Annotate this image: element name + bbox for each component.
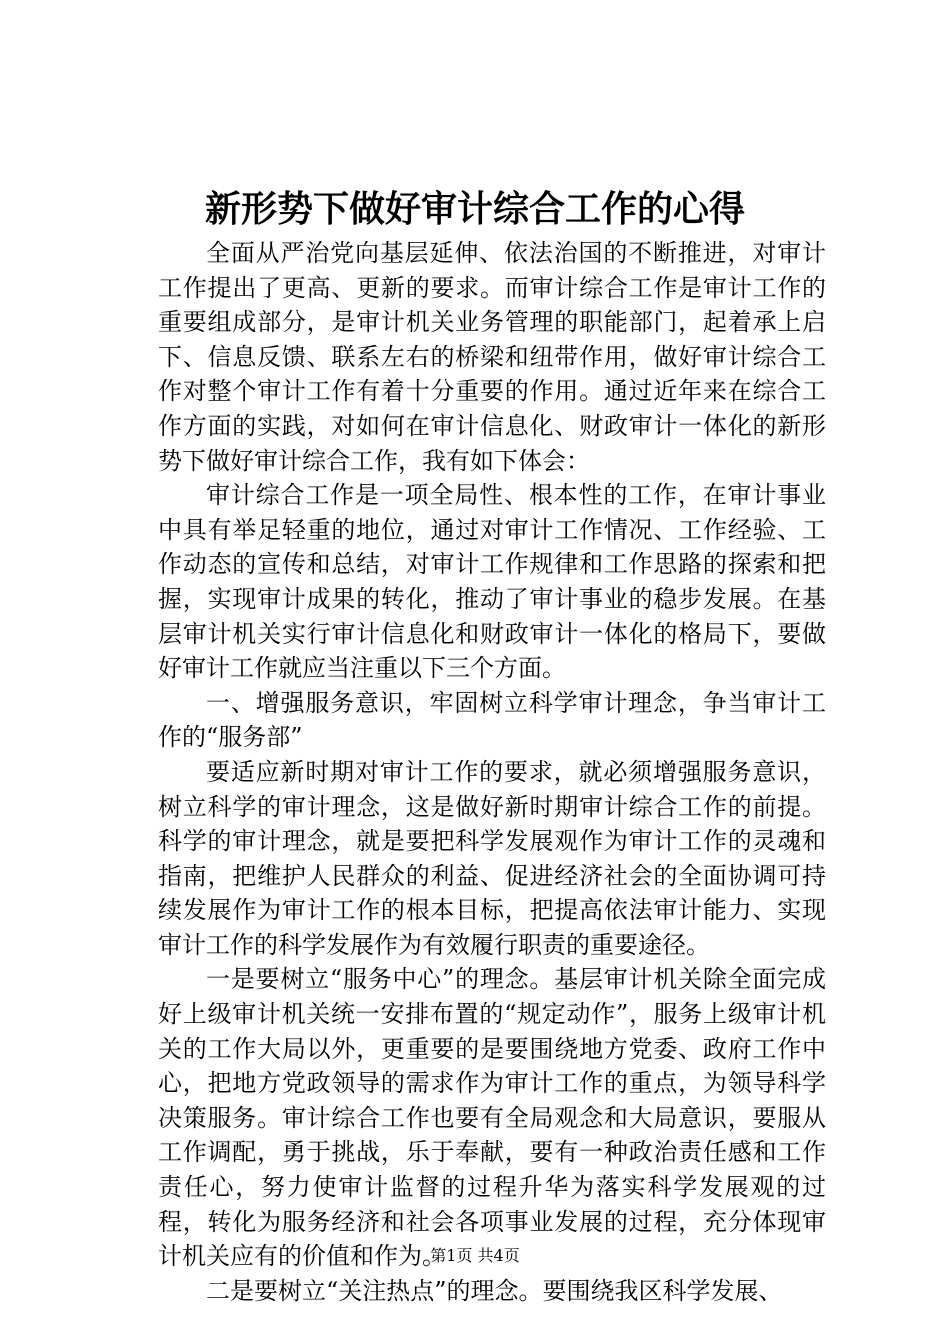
- paragraph-3: 要适应新时期对审计工作的要求，就必须增强服务意识，树立科学的审计理念，这是做好新时期审计综合工作的前提。科学的审计理念，就是要把科学发展观作为审计工作的灵魂和指南，把维护人民群众的利益、促进经济社会的全面协调可持续发展作为审计工作的根本目标，把提高依法审计能力、实现审计工作的科学发展作为有效履行职责的重要途径。: [158, 757, 826, 959]
- paragraph-4: 一是要树立“服务中心”的理念。基层审计机关除全面完成好上级审计机关统一安排布置的“规定动作”，服务上级审计机关的工作大局以外，更重要的是要围绕地方党委、政府工作中心，把地方党政领导的需求作为审计工作的重点，为领导科学决策服务。审计综合工作也要有全局观念和大局意识，要服从工作调配，勇于挑战，乐于奉献，要有一种政治责任感和工作责任心，努力使审计监督的过程升华为落实科学发展观的过程，转化为服务经济和社会各项事业发展的过程，充分体现审计机关应有的价值和作为。: [158, 965, 826, 1271]
- paragraph-2: 审计综合工作是一项全局性、根本性的工作，在审计事业中具有举足轻重的地位，通过对审计工作情况、工作经验、工作动态的宣传和总结，对审计工作规律和工作思路的探索和把握，实现审计成果的转化，推动了审计事业的稳步发展。在基层审计机关实行审计信息化和财政审计一体化的格局下，要做好审计工作就应当注重以下三个方面。: [158, 481, 826, 683]
- document-body: [158, 236, 826, 1308]
- paragraph-5: 二是要树立“关注热点”的理念。要围绕我区科学发展、: [206, 1276, 783, 1305]
- paragraph-1: 全面从严治党向基层延伸、依法治国的不断推进，对审计工作提出了更高、更新的要求。而审计综合工作是审计工作的重要组成部分，是审计机关业务管理的职能部门，起着承上启下、信息反馈、联系左右的桥梁和纽带作用，做好审计综合工作对整个审计工作有着十分重要的作用。通过近年来在综合工作方面的实践，对如何在审计信息化、财政审计一体化的新形势下做好审计综合工作，我有如下体会：: [158, 239, 826, 475]
- section-heading-1: 一、增强服务意识，牢固树立科学审计理念，争当审计工作的“服务部”: [158, 688, 826, 752]
- page-footer: 第1页 共4页: [430, 1246, 520, 1265]
- document-title: 新形势下做好审计综合工作的心得: [204, 188, 745, 230]
